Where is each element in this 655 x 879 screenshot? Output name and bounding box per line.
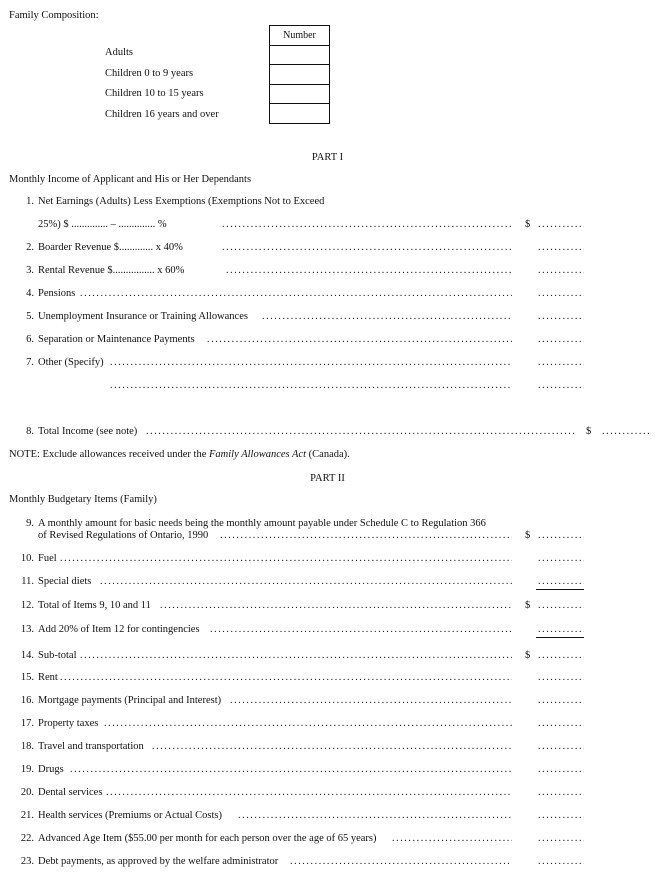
item-number: 22. (20, 833, 34, 844)
dollar-sign: $ (586, 426, 592, 437)
item-label: Mortgage payments (Principal and Interest) (38, 695, 222, 706)
item-label: Sub-total (38, 650, 77, 661)
total-income-field[interactable] (602, 426, 650, 437)
item-label: Total of Items 9, 10 and 11 (38, 600, 151, 611)
item-number: 5. (26, 311, 34, 322)
leader-dots (160, 600, 512, 611)
item-label: Travel and transportation (38, 741, 144, 752)
leader-dots (392, 833, 512, 844)
leader-dots (70, 764, 512, 775)
item-number: 15. (20, 672, 34, 683)
dollar-sign: $ (525, 530, 531, 541)
item-number: 4. (26, 288, 34, 299)
item-number: 14. (20, 650, 34, 661)
amount-field-7[interactable] (538, 357, 584, 368)
leader-dots (80, 288, 512, 299)
item-number: 21. (20, 810, 34, 821)
amount-field-10[interactable] (538, 553, 584, 564)
leader-dots (207, 334, 512, 345)
item-label: Pensions (38, 288, 76, 299)
item-label-cont: of Revised Regulations of Ontario, 1990 (38, 530, 209, 541)
item-number: 2. (26, 242, 34, 253)
item-label: A monthly amount for basic needs being the monthly amount payable under Schedule C to Regulation 366 (38, 518, 486, 529)
item-label: Total Income (see note) (38, 426, 138, 437)
leader-dots (146, 426, 576, 437)
amount-field-13[interactable] (538, 624, 584, 635)
family-composition-title: Family Composition: (9, 10, 99, 21)
item-number: 8. (26, 426, 34, 437)
dollar-sign: $ (525, 600, 531, 611)
item-number: 6. (26, 334, 34, 345)
item-number: 3. (26, 265, 34, 276)
item-number: 16. (20, 695, 34, 706)
item-number: 18. (20, 741, 34, 752)
amount-field-9[interactable] (538, 530, 584, 541)
leader-dots (226, 265, 512, 276)
item-label: Rental Revenue $................ x 60% (38, 265, 185, 276)
item-number: 13. (20, 624, 34, 635)
item-number: 23. (20, 856, 34, 867)
item-number: 11. (21, 576, 34, 587)
leader-dots (262, 311, 512, 322)
amount-field-23[interactable] (538, 856, 584, 867)
amount-field-5[interactable] (538, 311, 584, 322)
children-0-9-label: Children 0 to 9 years (105, 68, 194, 79)
amount-field-4[interactable] (538, 288, 584, 299)
note-text-end: (Canada). (306, 449, 350, 460)
item-label: Drugs (38, 764, 64, 775)
item-label: Unemployment Insurance or Training Allowances (38, 311, 248, 322)
part-one-subheading: Monthly Income of Applicant and His or Her Dependants (9, 174, 252, 185)
leader-dots (80, 650, 512, 661)
item-label: Other (Specify) (38, 357, 104, 368)
amount-field-6[interactable] (538, 334, 584, 345)
item-label: Add 20% of Item 12 for contingencies (38, 624, 200, 635)
amount-field-14[interactable] (538, 650, 584, 661)
note-text: Exclude allowances received under the (42, 449, 210, 460)
adults-count-field[interactable] (270, 45, 330, 65)
leader-dots (222, 242, 512, 253)
leader-dots (152, 741, 512, 752)
leader-dots (222, 219, 512, 230)
leader-dots (220, 530, 512, 541)
sum-underline (536, 589, 584, 590)
part-two-heading: PART II (310, 473, 345, 484)
item-label: Boarder Revenue $............. x 40% (38, 242, 183, 253)
note-act-name: Family Allowances Act (209, 449, 307, 460)
amount-field-1[interactable] (538, 219, 584, 230)
item-number: 9. (26, 518, 34, 529)
leader-dots (210, 624, 512, 635)
leader-dots (60, 672, 512, 683)
amount-field-15[interactable] (538, 672, 584, 683)
leader-dots (110, 357, 512, 368)
item-label: Rent (38, 672, 58, 683)
other-specify-field[interactable] (110, 380, 512, 391)
amount-field-2[interactable] (538, 242, 584, 253)
item-number: 17. (20, 718, 34, 729)
item-number: 12. (20, 600, 34, 611)
leader-dots (238, 810, 512, 821)
item-label: Health services (Premiums or Actual Costs) (38, 810, 223, 821)
item-label: Debt payments, as approved by the welfare administrator (38, 856, 279, 867)
children-10-15-label: Children 10 to 15 years (105, 88, 204, 99)
leader-dots (230, 695, 512, 706)
item-number: 7. (26, 357, 34, 368)
note (9, 449, 350, 460)
item-label: Advanced Age Item ($55.00 per month for each person over the age of 65 years) (38, 833, 377, 844)
item-label: Net Earnings (Adults) Less Exemptions (Exemptions Not to Exceed (38, 196, 325, 207)
amount-field-20[interactable] (538, 787, 584, 798)
leader-dots (100, 576, 512, 587)
amount-field-22[interactable] (538, 833, 584, 844)
sum-underline (536, 637, 584, 638)
children-10-15-count-field[interactable] (270, 84, 330, 104)
amount-field-12[interactable] (538, 600, 584, 611)
amount-field-16[interactable] (538, 695, 584, 706)
number-column-header: Number (270, 26, 330, 46)
amount-field-19[interactable] (538, 764, 584, 775)
adults-label: Adults (105, 47, 134, 58)
leader-dots (60, 553, 512, 564)
item-label: Dental services (38, 787, 103, 798)
item-number: 1. (26, 196, 34, 207)
item-label: Property taxes (38, 718, 99, 729)
amount-field-21[interactable] (538, 810, 584, 821)
amount-field-7b[interactable] (538, 380, 584, 391)
amount-field-17[interactable] (538, 718, 584, 729)
part-two-subheading: Monthly Budgetary Items (Family) (9, 494, 157, 505)
item-label: Separation or Maintenance Payments (38, 334, 195, 345)
amount-field-11[interactable] (538, 576, 584, 587)
leader-dots (104, 718, 512, 729)
children-0-9-count-field[interactable] (270, 65, 330, 85)
amount-field-18[interactable] (538, 741, 584, 752)
leader-dots (106, 787, 512, 798)
item-number: 10. (20, 553, 34, 564)
note-label: NOTE: (9, 449, 40, 460)
item-label-cont: 25%) $ .............. – .............. % (38, 219, 167, 230)
family-count-table (269, 25, 330, 124)
part-one-heading: PART I (311, 152, 344, 163)
item-number: 19. (20, 764, 34, 775)
dollar-sign: $ (525, 650, 531, 661)
dollar-sign: $ (525, 219, 531, 230)
leader-dots (290, 856, 512, 867)
item-number: 20. (20, 787, 34, 798)
item-label: Fuel (38, 553, 57, 564)
item-label: Special diets (38, 576, 92, 587)
amount-field-3[interactable] (538, 265, 584, 276)
children-16-plus-count-field[interactable] (270, 104, 330, 124)
children-16-plus-label: Children 16 years and over (105, 109, 219, 120)
